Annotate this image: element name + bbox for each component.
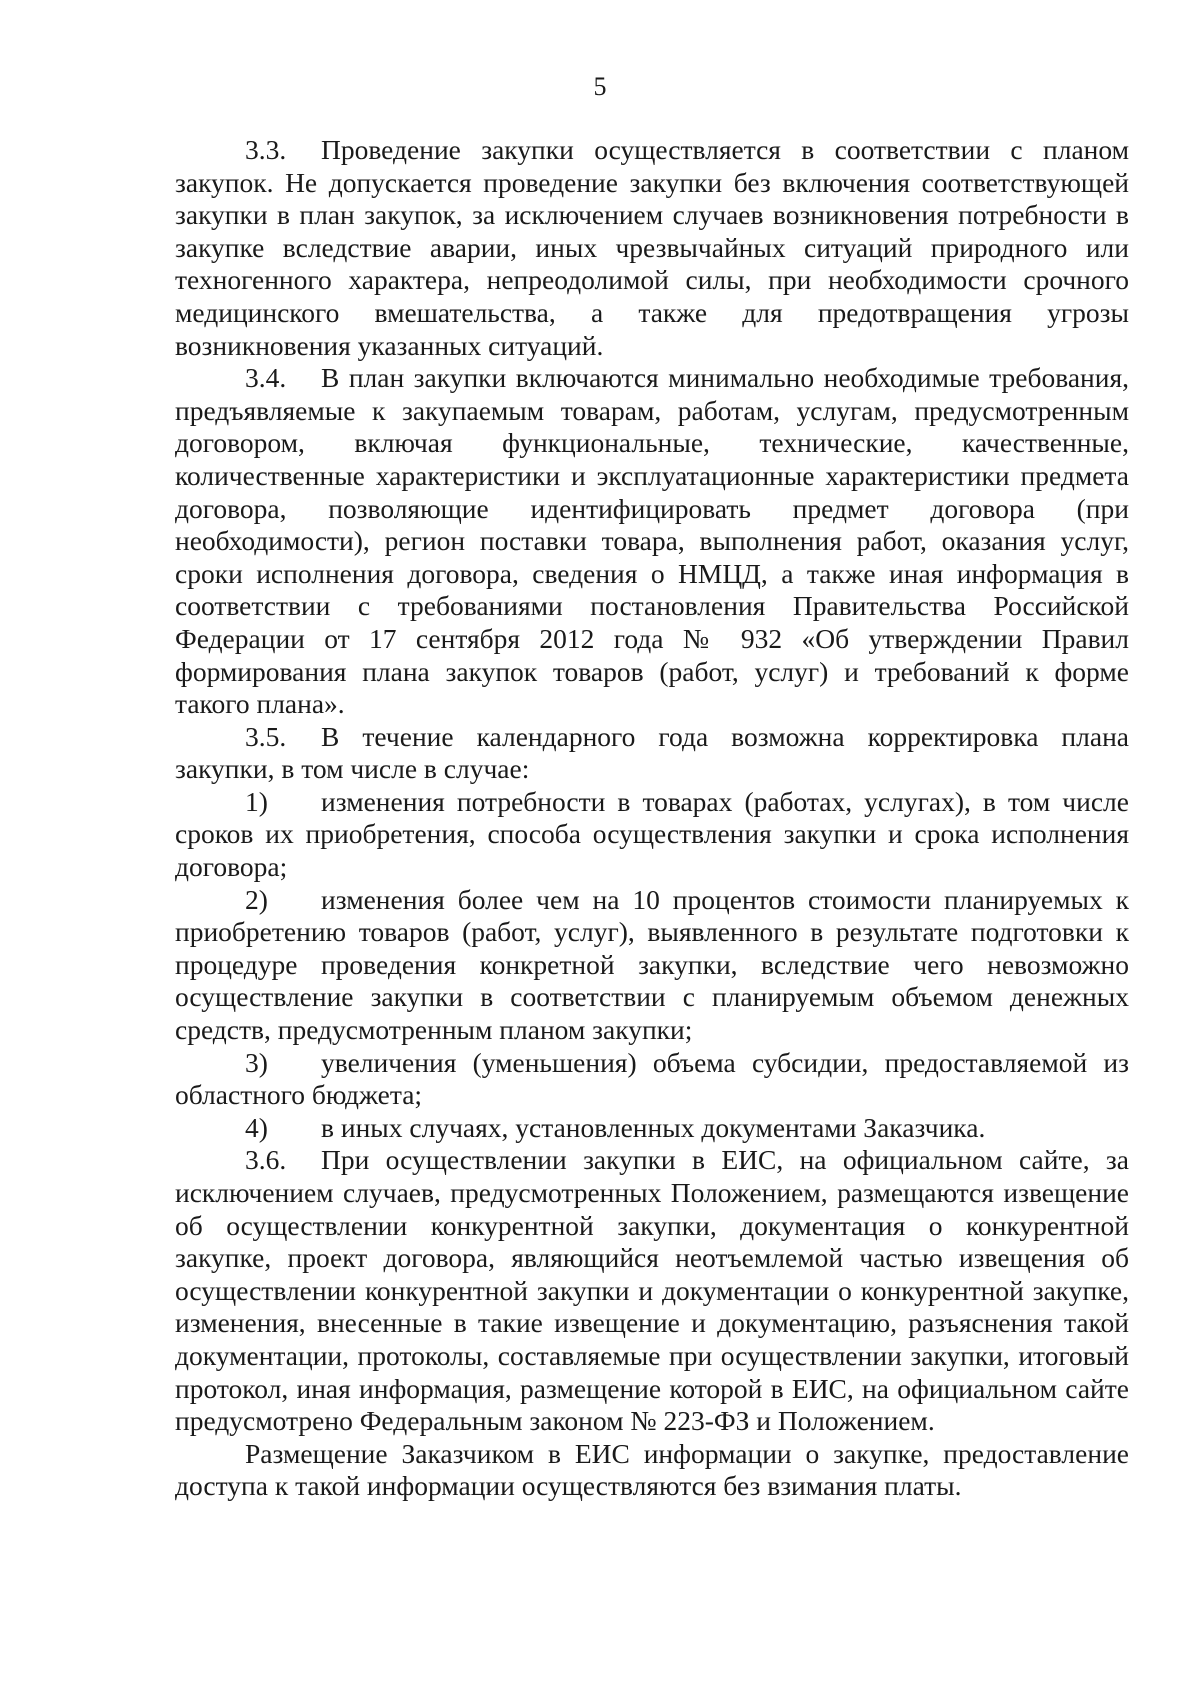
- list-item-3: [175, 1047, 1129, 1112]
- paragraph-text: увеличения (уменьшения) объема субсидии, предоставляемой из областного бюджета;: [175, 1046, 1129, 1111]
- clause-number: 3.3.: [245, 134, 287, 165]
- list-number: 3): [245, 1046, 268, 1078]
- paragraph-text: В течение календарного года возможна корректировка плана закупки, в том числе в случае:: [175, 720, 1129, 785]
- paragraph-placement: [175, 1438, 1129, 1503]
- paragraph-text: изменения потребности в товарах (работах, услугах), в том числе сроков их приобретения, способа осуществления закупки и срока исполнения договора;: [175, 785, 1129, 883]
- list-item-2: [175, 884, 1129, 1047]
- paragraph-text: изменения более чем на 10 процентов стоимости планируемых к приобретению товаров (работ, услуг), выявленного в результате подготовки к процедуре проведения конкретной закупки, вследствие чего невозможно осуществление закупки в соответствии с планируемым объемом денежных средств, предусмотренным планом закупки;: [175, 883, 1129, 1046]
- clause-number: 3.6.: [245, 1144, 287, 1176]
- list-item-1: [175, 786, 1129, 884]
- paragraph-text: в иных случаях, установленных документами Заказчика.: [321, 1111, 986, 1143]
- paragraph-3-5: [175, 721, 1129, 786]
- paragraph-3-3: [175, 134, 1129, 362]
- paragraph-text: В план закупки включаются минимально необходимые требования, предъявляемые к закупаемым товарам, работам, услугам, предусмотренным договором, включая функциональные, технические, качественные, количественные характеристики и эксплуатационные характеристики предмета договора, позволяющие идентифицировать предмет договора (при необходимости), регион поставки товара, выполнения работ, оказания услуг, сроки исполнения договора, сведения о НМЦД, а также иная информация в соответствии с требованиями постановления Правительства Российской Федерации от 17 сентября 2012 года № 932 «Об утверждении Правил формирования плана закупок товаров (работ, услуг) и требований к форме такого плана».: [175, 362, 1129, 720]
- clause-number: 3.5.: [245, 720, 287, 752]
- list-number: 4): [245, 1111, 268, 1143]
- paragraph-3-6: [175, 1144, 1129, 1437]
- clause-number: 3.4.: [245, 362, 287, 394]
- document-body: [175, 134, 1129, 1503]
- list-item-4: [175, 1112, 1129, 1145]
- paragraph-text: Проведение закупки осуществляется в соответствии с планом закупок. Не допускается проведение закупки без включения соответствующей закупки в план закупок, за исключением случаев возникновения потребности в закупке вследствие аварии, иных чрезвычайных ситуаций природного или техногенного характера, непреодолимой силы, при необходимости срочного медицинского вмешательства, а также для предотвращения угрозы возникновения указанных ситуаций.: [175, 134, 1129, 361]
- page-number: 5: [593, 72, 607, 101]
- list-number: 1): [245, 785, 268, 817]
- paragraph-text: При осуществлении закупки в ЕИС, на официальном сайте, за исключением случаев, предусмотренных Положением, размещаются извещение об осуществлении конкурентной закупки, документация о конкурентной закупке, проект договора, являющийся неотъемлемой частью извещения об осуществлении конкурентной закупки и документации о конкурентной закупке, изменения, внесенные в такие извещение и документацию, разъяснения такой документации, протоколы, составляемые при осуществлении закупки, итоговый протокол, иная информация, размещение которой в ЕИС, на официальном сайте предусмотрено Федеральным законом № 223-ФЗ и Положением.: [175, 1144, 1129, 1437]
- paragraph-text: Размещение Заказчиком в ЕИС информации о закупке, предоставление доступа к такой информации осуществляются без взимания платы.: [175, 1437, 1129, 1502]
- list-number: 2): [245, 883, 268, 915]
- paragraph-3-4: [175, 362, 1129, 721]
